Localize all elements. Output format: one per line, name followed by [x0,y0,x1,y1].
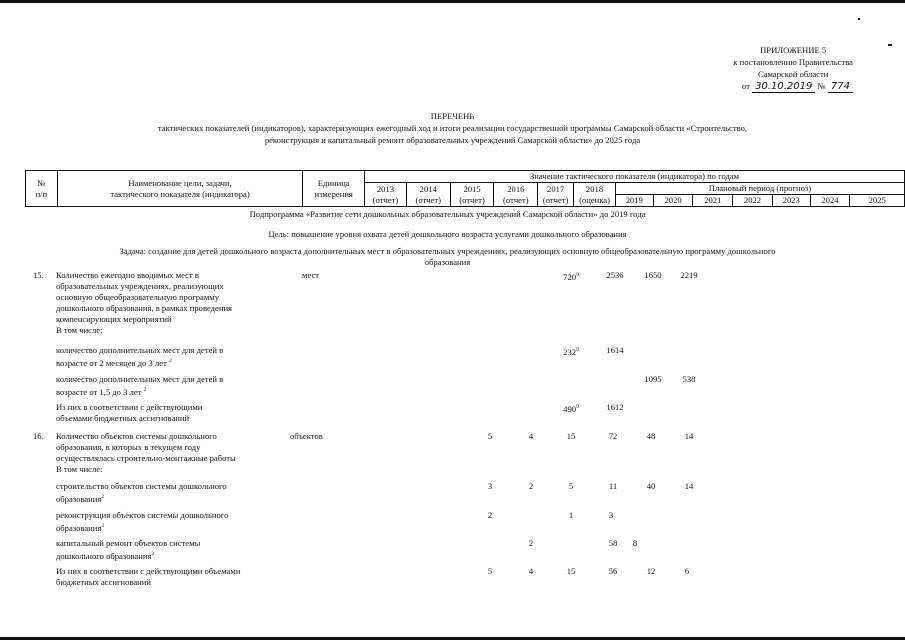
row-16-unit: объектов [290,431,323,441]
year-label: 2016 [507,183,525,194]
scan-speck [858,18,860,20]
value-cell: 3 [608,510,614,520]
title-line-2: реконструкция и капитальный ремонт образовательных учреждений Самарской области» до 2025 года [264,135,641,145]
name-line: бюджетных ассигнований [56,577,151,587]
task-line-2: образования [424,257,471,267]
year-col-2023: 2023 [772,195,810,207]
name-line-text: образования [56,522,102,533]
year-col-2019: 2019 [615,195,653,207]
footnote-ref: 9 [576,272,579,278]
value-cell: 5 [487,566,493,576]
value: 720 [563,271,577,282]
year-col-2017 [538,183,574,207]
value-cell [556,270,586,283]
name-line: строительство объектов системы дошкольного [56,481,227,491]
footnote-ref: 9 [576,404,579,410]
task-text [25,246,870,268]
appendix-date-line [733,80,853,93]
appendix-resolution: к постановлению Правительства [733,57,853,67]
row-number: 16. [33,431,44,441]
name-line: Из них в соответствии с действующими [56,402,203,412]
name-line: количество дополнительных мест для детей в [56,374,224,384]
value-cell: 2 [487,510,493,520]
name-line: образования, в которых в текущем году [56,442,201,452]
value-cell: 2 [528,538,534,548]
value: 232 [563,346,577,357]
year-note: (отчет) [372,194,399,205]
year-label: 2018 [585,183,604,194]
value-cell: 14 [684,481,694,491]
year-col-2013 [365,183,407,207]
year-col-2016 [494,183,538,207]
name-line: объемами бюджетных ассигнований [56,413,190,423]
year-col-2021: 2021 [693,195,733,207]
name-line [56,385,296,398]
title-line-1: тактических показателей (индикаторов), характеризующих ежегодный ход и итоги реализации государственной программы Самарской области «Строительство, [157,123,748,133]
year-col-2015 [450,183,494,207]
value-cell: 2219 [680,270,698,280]
row-15a-name [56,345,296,369]
subprogram-title: Подпрограмма «Развитие сети дошкольных образовательных учреждений Самарской области» до 2019 года [249,209,646,219]
row-15b-name [56,374,296,398]
appendix-block [733,44,853,93]
name-line: Количество ежегодно вводимых мест в [56,270,199,280]
name-line-text: образования [56,493,102,504]
name-line: капитальный ремонт объектов системы [56,538,201,548]
value: 490 [563,403,577,414]
value-cell: 2 [528,481,534,491]
year-label: 2013 [376,183,395,194]
year-note: (отчет) [415,194,442,205]
value-cell: 56 [608,566,618,576]
value-cell: 15 [566,431,576,441]
name-line [56,492,296,505]
row-16d-name [56,566,296,588]
name-line: количество дополнительных мест для детей в [56,345,224,355]
year-label: 2017 [547,183,565,194]
year-col-2020: 2020 [653,195,693,207]
value-cell [556,345,586,358]
name-line: В том числе: [56,464,103,474]
number-sign: № [817,81,826,91]
year-note: (оценка) [579,194,610,205]
appendix-region: Самарской области [757,69,829,79]
row-15-unit: мест [302,270,320,280]
value-cell: 12 [646,566,656,576]
row-number: 15. [33,270,44,280]
name-line: В том числе: [56,325,103,335]
name-line [56,521,296,534]
footnote-ref: 9 [576,347,579,353]
name-line: дошкольного образования, в рамках проведения [56,303,232,313]
value-cell: 4 [528,566,534,576]
value-cell: 1095 [644,374,662,384]
value-cell: 538 [682,374,696,384]
year-label: 2015 [463,183,481,194]
col-unit-line-2: измерения [314,188,353,199]
value-cell: 11 [608,481,618,491]
year-note: (отчет) [542,194,569,205]
value-cell: 4 [528,431,534,441]
row-16-name [56,431,296,475]
name-line: образовательных учреждениях, реализующих [56,281,224,291]
scan-speck [888,44,892,46]
year-col-2022: 2022 [733,195,773,207]
year-note: (отчет) [459,194,485,205]
col-name-header [57,171,303,207]
name-line: реконструкция объектов системы дошкольного [56,510,229,520]
value-cell: 5 [487,431,493,441]
footnote-ref: 2 [169,358,172,364]
value-cell: 1650 [644,270,662,280]
year-note: (отчет) [503,194,529,205]
name-line: основную общеобразовательную программу [56,292,220,302]
task-line-1: Задача: создание для детей дошкольного возраста дополнительных мест в образовательных учреждениях, реализующих основную общеобразовательную программу дошкольного [119,246,776,256]
footnote-ref: 2 [101,523,105,529]
scan-top-edge [0,0,905,3]
title-heading: ПЕРЕЧЕНЬ [430,111,475,121]
col-unit-line-1: Единица [317,177,350,188]
name-line: компенсирующих мероприятий [56,314,172,324]
value-cell: 3 [487,481,493,491]
year-label: 2014 [419,183,437,194]
col-number-header [26,171,58,207]
goal-text: Цель: повышение уровня охвата детей дошкольного возраста услугами дошкольного образования [268,229,627,239]
value-cell: 1 [568,510,574,520]
name-line: Количество объектов системы дошкольного [56,431,217,441]
name-line [56,356,296,369]
col-number-label: № [37,177,46,188]
row-15c-name [56,402,296,424]
value-cell: 40 [646,481,656,491]
row-16c-name [56,538,296,562]
value-cell: 5 [568,481,574,491]
col-name-line-1: Наименование цели, задачи, [128,177,232,188]
col-number-sub: п/п [35,188,48,199]
year-col-2018 [574,183,616,207]
appendix-title: ПРИЛОЖЕНИЕ 5 [760,45,827,55]
value-cell: 14 [684,431,694,441]
value-cell: 72 [608,431,618,441]
value-cell: 6 [684,566,690,576]
footnote-ref: 2 [151,551,155,557]
name-line-text: дошкольного образования [56,550,152,561]
col-name-line-2: тактического показателя (индикатора) [110,188,250,199]
year-col-2025: 2025 [850,195,905,207]
values-title: Значение тактического показателя (индикатора) по годам [365,171,905,183]
row-15-name [56,270,296,336]
name-line [56,549,296,562]
name-line: осуществлялась строительно-монтажные работы [56,453,236,463]
year-col-2024: 2024 [810,195,850,207]
handwritten-date: 30.10.2019 [752,81,815,93]
footnote-ref: 2 [143,387,147,393]
value-cell [556,402,586,415]
value-cell: 8 [632,538,638,548]
value-cell: 58 [608,538,618,548]
indicator-table-header [25,170,905,207]
from-label: от [742,81,750,91]
value-cell: 15 [566,566,576,576]
value-cell: 48 [646,431,656,441]
value-cell: 2536 [606,270,624,280]
name-line-text: возрасте от 1,5 до 3 лет [56,386,142,397]
value-cell: 1612 [606,402,624,412]
year-col-2014 [406,183,450,207]
footnote-ref: 2 [101,494,105,500]
row-16b-name [56,510,296,534]
plan-title: Плановый период (прогноз) [615,183,904,195]
value-cell: 1614 [606,345,624,355]
document-title [60,110,845,146]
handwritten-number: 774 [828,81,853,93]
col-unit-header [303,171,365,207]
row-16a-name [56,481,296,505]
name-line: Из них в соответствии с действующими объемами [56,566,241,576]
name-line-text: возрасте от 2 месяцев до 3 лет [56,357,167,368]
